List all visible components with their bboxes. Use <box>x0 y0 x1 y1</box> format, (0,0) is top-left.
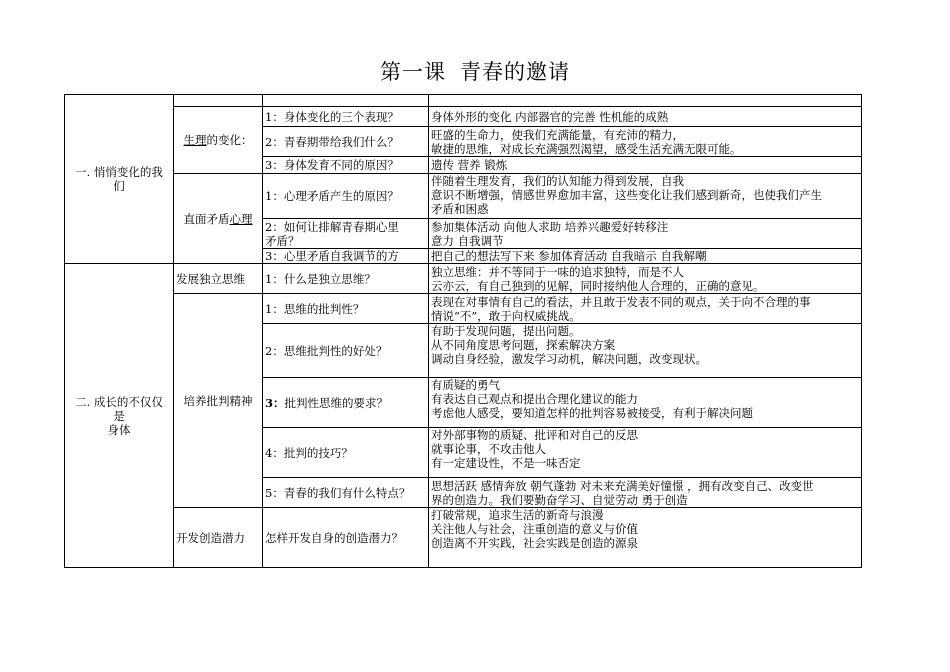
question-cell: 1：什么是独立思维？ <box>263 264 429 294</box>
table-row <box>65 508 862 568</box>
lesson-name: 青春的邀请 <box>460 60 570 84</box>
question-cell: 2：如何让排解青春期心里 矛盾？ <box>263 219 429 249</box>
section1-label: 一. 悄悄变化的我 们 <box>65 95 174 264</box>
question-cell: 怎样开发自身的创造潜力？ <box>263 508 429 568</box>
group-label-independent-thinking: 发展独立思维 <box>174 264 263 294</box>
question-cell: 3：批判性思维的要求？ <box>263 378 429 428</box>
question-cell: 1：思维的批判性？ <box>263 294 429 324</box>
table-row <box>65 174 862 219</box>
answer-cell: 对外部事物的质疑、批评和对自己的反思 就事论事，不攻击他人 有一定建设性，不是一味否定 <box>429 428 862 478</box>
summary-table <box>64 94 862 568</box>
table-row <box>65 264 862 294</box>
answer-cell: 有质疑的勇气 有表达自己观点和提出合理化建议的能力 考虑他人感受，要知道怎样的批判容易被接受，有利于解决问题 <box>429 378 862 428</box>
group-label-physiology: 生理的变化： <box>174 107 263 174</box>
lesson-number: 第一课 <box>380 60 446 84</box>
question-cell: 1：身体变化的三个表现？ <box>263 107 429 127</box>
answer-cell: 表现在对事情有自己的看法，并且敢于发表不同的观点，关于向不合理的事 情说“不”，敢于向权威挑战。 <box>429 294 862 324</box>
question-cell: 1：心理矛盾产生的原因？ <box>263 174 429 219</box>
answer-cell: 思想活跃 感情奔放 朝气蓬勃 对未来充满美好憧憬 ，拥有改变自己、改变世 界的创造力。我们要勤奋学习、自觉劳动 勇于创造 <box>429 478 862 508</box>
answer-cell: 遗传 营养 锻炼 <box>429 157 862 174</box>
answer-cell: 伴随着生理发育，我们的认知能力得到发展，自我 意识不断增强，情感世界愈加丰富，这些变化让我们感到新奇，也使我们产生 矛盾和困惑 <box>429 174 862 219</box>
question-cell: 2：思维批判性的好处？ <box>263 324 429 378</box>
group-label-critical-thinking: 培养批判精神 <box>174 294 263 508</box>
question-cell: 2：青春期带给我们什么？ <box>263 127 429 157</box>
answer-cell: 身体外形的变化 内部器官的完善 性机能的成熟 <box>429 107 862 127</box>
group-label-creativity: 开发创造潜力 <box>174 508 263 568</box>
page-title <box>0 56 950 86</box>
question-cell: 3：身体发育不同的原因？ <box>263 157 429 174</box>
section2-label: 二. 成长的不仅仅 是 身体 <box>65 264 174 568</box>
blank-cell <box>174 95 263 107</box>
table-row <box>65 95 862 107</box>
blank-cell <box>429 95 862 107</box>
answer-cell: 旺盛的生命力，使我们充满能量，有充沛的精力， 敏捷的思维，对成长充满强烈渴望，感受生活充满无限可能。 <box>429 127 862 157</box>
answer-cell: 有助于发现问题，提出问题。 从不同角度思考问题，探索解决方案 调动自身经验，激发学习动机，解决问题，改变现状。 <box>429 324 862 378</box>
answer-cell: 独立思维：并不等同于一味的追求独特，而是不人 云亦云，有自己独到的见解，同时接纳他人合理的，正确的意见。 <box>429 264 862 294</box>
blank-cell <box>263 95 429 107</box>
answer-cell: 打破常规，追求生活的新奇与浪漫 关注他人与社会，注重创造的意义与价值 创造离不开实践，社会实践是创造的源泉 <box>429 508 862 568</box>
question-cell: 4：批判的技巧？ <box>263 428 429 478</box>
table-row <box>65 294 862 324</box>
question-cell: 5：青春的我们有什么特点？ <box>263 478 429 508</box>
question-cell: 3：心里矛盾自我调节的方 <box>263 249 429 264</box>
answer-cell: 参加集体活动 向他人求助 培养兴趣爱好转移注 意力 自我调节 <box>429 219 862 249</box>
group-label-psychology: 直面矛盾心理 <box>174 174 263 264</box>
answer-cell: 把自己的想法写下来 参加体育活动 自我暗示 自我解嘲 <box>429 249 862 264</box>
table-row <box>65 107 862 127</box>
